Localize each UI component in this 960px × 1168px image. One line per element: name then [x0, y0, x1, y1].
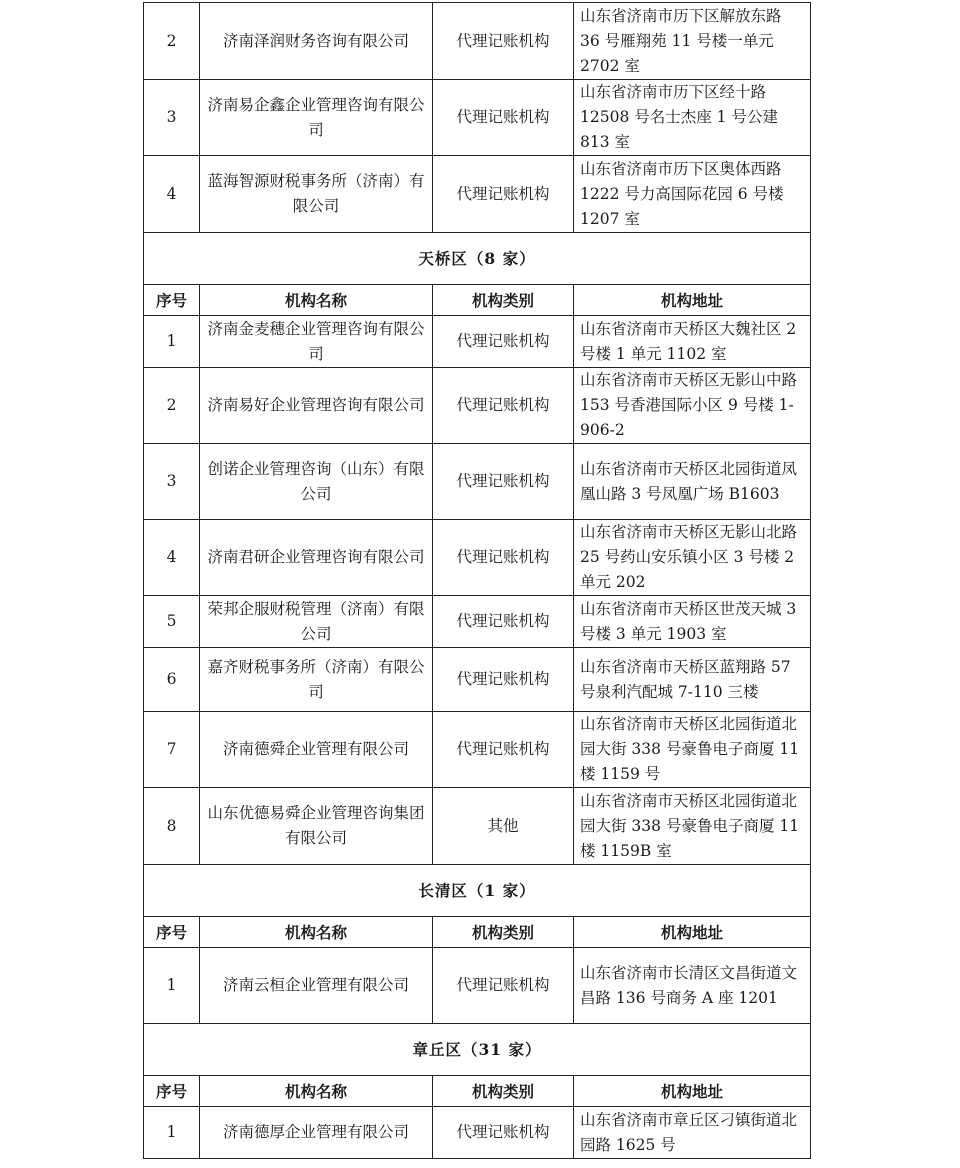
institution-name: 山东优德易舜企业管理咨询集团有限公司: [200, 788, 433, 865]
institution-address: 山东省济南市天桥区北园街道北园大街 338 号豪鲁电子商厦 11 楼 1159B 室: [574, 788, 811, 865]
table-row: [144, 712, 811, 788]
header-category: 机构类别: [433, 285, 574, 316]
header-num: 序号: [144, 1076, 200, 1107]
row-number: 8: [144, 788, 200, 865]
institution-address: 山东省济南市历下区奥体西路 1222 号力高国际花园 6 号楼 1207 室: [574, 156, 811, 233]
institution-address: 山东省济南市天桥区蓝翔路 57 号泉利汽配城 7-110 三楼: [574, 648, 811, 712]
institution-name: 济南易好企业管理咨询有限公司: [200, 368, 433, 444]
institution-category: 代理记账机构: [433, 1107, 574, 1159]
institution-table: [143, 2, 811, 1159]
table-row: [144, 596, 811, 648]
institution-category: 其他: [433, 788, 574, 865]
institution-address: 山东省济南市天桥区无影山北路 25 号药山安乐镇小区 3 号楼 2 单元 202: [574, 520, 811, 596]
section-title-zhangqiu: 章丘区（31 家）: [144, 1024, 811, 1076]
table-row: [144, 648, 811, 712]
table-row: [144, 788, 811, 865]
row-number: 5: [144, 596, 200, 648]
institution-category: 代理记账机构: [433, 368, 574, 444]
header-category: 机构类别: [433, 1076, 574, 1107]
institution-name: 荣邦企服财税管理（济南）有限公司: [200, 596, 433, 648]
institution-address: 山东省济南市天桥区北园街道凤凰山路 3 号凤凰广场 B1603: [574, 444, 811, 520]
institution-name: 蓝海智源财税事务所（济南）有限公司: [200, 156, 433, 233]
header-address: 机构地址: [574, 917, 811, 948]
institution-category: 代理记账机构: [433, 648, 574, 712]
column-header-row: [144, 917, 811, 948]
section-title-tianqiao: 天桥区（8 家）: [144, 233, 811, 285]
institution-name: 嘉齐财税事务所（济南）有限公司: [200, 648, 433, 712]
institution-name: 济南德厚企业管理有限公司: [200, 1107, 433, 1159]
section-heading-row: [144, 233, 811, 285]
institution-address: 山东省济南市天桥区世茂天城 3 号楼 3 单元 1903 室: [574, 596, 811, 648]
table-row: [144, 3, 811, 80]
header-num: 序号: [144, 917, 200, 948]
institution-category: 代理记账机构: [433, 520, 574, 596]
institution-category: 代理记账机构: [433, 712, 574, 788]
table-row: [144, 444, 811, 520]
institution-address: 山东省济南市历下区解放东路 36 号雁翔苑 11 号楼一单元 2702 室: [574, 3, 811, 80]
table-row: [144, 156, 811, 233]
row-number: 1: [144, 316, 200, 368]
table-row: [144, 316, 811, 368]
institution-category: 代理记账机构: [433, 156, 574, 233]
institution-name: 济南君研企业管理咨询有限公司: [200, 520, 433, 596]
table-row: [144, 1107, 811, 1159]
table-row: [144, 368, 811, 444]
header-category: 机构类别: [433, 917, 574, 948]
row-number: 3: [144, 80, 200, 156]
institution-name: 济南泽润财务咨询有限公司: [200, 3, 433, 80]
institution-name: 济南金麦穗企业管理咨询有限公司: [200, 316, 433, 368]
header-address: 机构地址: [574, 1076, 811, 1107]
row-number: 1: [144, 1107, 200, 1159]
row-number: 2: [144, 3, 200, 80]
header-name: 机构名称: [200, 285, 433, 316]
institution-category: 代理记账机构: [433, 3, 574, 80]
column-header-row: [144, 1076, 811, 1107]
institution-address: 山东省济南市长清区文昌街道文昌路 136 号商务 A 座 1201: [574, 948, 811, 1024]
row-number: 4: [144, 156, 200, 233]
table-row: [144, 948, 811, 1024]
institution-name: 创诺企业管理咨询（山东）有限公司: [200, 444, 433, 520]
table-row: [144, 520, 811, 596]
row-number: 3: [144, 444, 200, 520]
column-header-row: [144, 285, 811, 316]
header-num: 序号: [144, 285, 200, 316]
institution-category: 代理记账机构: [433, 596, 574, 648]
header-name: 机构名称: [200, 1076, 433, 1107]
institution-name: 济南云桓企业管理有限公司: [200, 948, 433, 1024]
table-row: [144, 80, 811, 156]
institution-name: 济南德舜企业管理有限公司: [200, 712, 433, 788]
row-number: 7: [144, 712, 200, 788]
institution-category: 代理记账机构: [433, 948, 574, 1024]
section-heading-row: [144, 865, 811, 917]
institution-category: 代理记账机构: [433, 444, 574, 520]
header-name: 机构名称: [200, 917, 433, 948]
institution-address: 山东省济南市天桥区北园街道北园大街 338 号豪鲁电子商厦 11 楼 1159 号: [574, 712, 811, 788]
institution-address: 山东省济南市天桥区大魏社区 2 号楼 1 单元 1102 室: [574, 316, 811, 368]
institution-category: 代理记账机构: [433, 316, 574, 368]
row-number: 4: [144, 520, 200, 596]
section-heading-row: [144, 1024, 811, 1076]
row-number: 2: [144, 368, 200, 444]
institution-address: 山东省济南市章丘区刁镇街道北园路 1625 号: [574, 1107, 811, 1159]
institution-category: 代理记账机构: [433, 80, 574, 156]
row-number: 1: [144, 948, 200, 1024]
row-number: 6: [144, 648, 200, 712]
institution-address: 山东省济南市历下区经十路 12508 号名士杰座 1 号公建 813 室: [574, 80, 811, 156]
institution-address: 山东省济南市天桥区无影山中路 153 号香港国际小区 9 号楼 1-906-2: [574, 368, 811, 444]
section-title-changqing: 长清区（1 家）: [144, 865, 811, 917]
header-address: 机构地址: [574, 285, 811, 316]
institution-name: 济南易企鑫企业管理咨询有限公司: [200, 80, 433, 156]
